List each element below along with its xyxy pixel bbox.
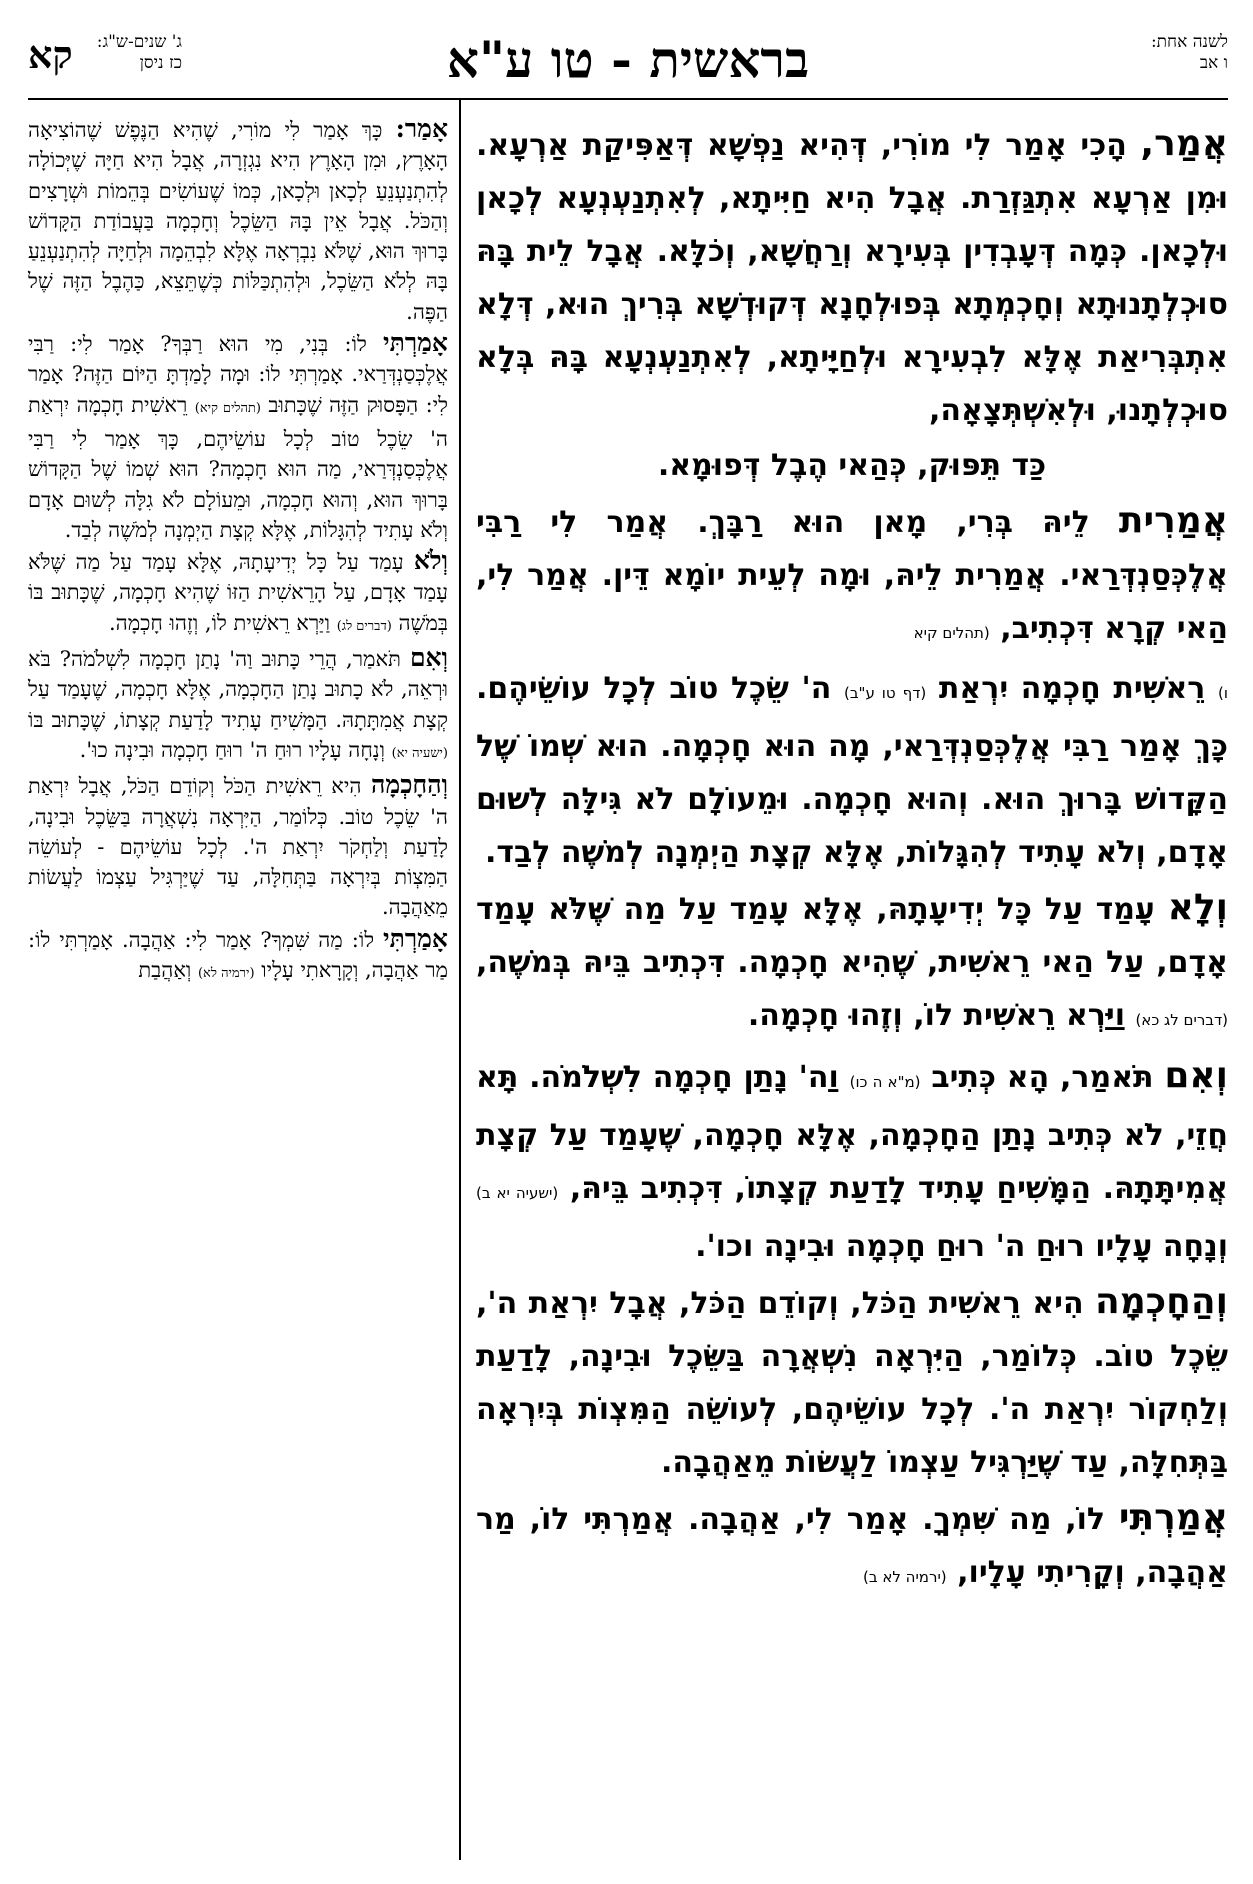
main-center-line: כַּד תֵּפּוּק, כְּהַאי הֶבֶל דְּפוּמָא. (657, 448, 1047, 483)
page (28, 22, 1228, 1862)
side-paragraph-text: וְהַחָכְמָה הִיא רֵאשִׁית הַכֹּל וְקוֹדֵם הַכֹּל, אֲבָל יִרְאַת ה' שֵׂכֶל טוֹב. כְּלוֹמַר, הַיִּרְאָה נִשְׁאֲרָה בַּשֵּׂכֶל וּבִינָה, לָדַעַת וְלַחְקֹר יִרְאַת ה'. לְכָל עוֹשֵׂיהֶם - לְעוֹשֵׂה הַמִּצְוֹת בְּיִרְאָה בַּתְּחִלָּה, עַד שֶׁיַּרְגִּיל עַצְמוֹ לַעֲשׂוֹת מֵאַהֲבָה. (28, 770, 448, 920)
main-paragraph (476, 494, 1228, 660)
verse-reference: (ירמיה לא) (197, 966, 255, 982)
header-left-line2: כז ניסן (139, 53, 183, 73)
translation-column (28, 114, 448, 990)
side-paragraph (28, 924, 448, 990)
header-left-block (28, 32, 182, 78)
main-paragraph (476, 1491, 1228, 1604)
side-paragraph (28, 328, 448, 545)
side-paragraph-text: וַיַּרְא רֵאשִׁית לוֹ, וְזֶהוּ חָכְמָה. (108, 610, 331, 635)
verse-reference: (ירמיה לא ב) (863, 1568, 947, 1586)
lead-word: וְאִם (1164, 1055, 1228, 1096)
lead-word: וְאִם (409, 643, 448, 673)
side-paragraph-text: וְלֹא עָמַד עַל כָּל יְדִיעָתָהּ, אֶלָּא עָמַד עַל מַה שֶּׁלֹּא עָמַד אָדָם, עַל הָרֵאשִׁית הַזּוֹ שֶׁהִיא חָכְמָה, שֶׁכָּתוּב בּוֹ בְּמֹשֶׁה (28, 546, 448, 635)
lead-word: אֲמַרִית (1118, 500, 1228, 541)
side-paragraph-text: וְנָחָה עָלָיו רוּחַ ה' רוּחַ חָכְמָה וּבִינָה כוּ'. (79, 737, 385, 762)
lead-word: אָמַר: (395, 114, 448, 143)
verse-reference: (תהלים קיא (913, 624, 990, 642)
lead-word: אָמַרְתִּי (383, 923, 448, 953)
main-paragraph (476, 1275, 1228, 1489)
main-paragraph-text: וְאִם תֹּאמַר, הָא כְּתִיב (931, 1055, 1228, 1096)
lead-word: וְהַחָכְמָה (1095, 1281, 1228, 1322)
main-paragraph-text: וַיַּרְא רֵאשִׁית לוֹ, וְזֶהוּ חָכְמָה. (747, 998, 1125, 1033)
main-paragraph-text: ה' שֵׂכֶל טוֹב לְכָל עוֹשֵׂיהֶם. כָּךְ אָמַר רַבִּי אֲלֶכְּסַנְדְּרַאי, מָה הוּא חָכְמָה. הוּא שְׁמוֹ שֶׁל הַקָּדוֹשׁ בָּרוּךְ הוּא. וְהוּא חָכְמָה. וּמֵעוֹלָם לֹא גִּילָּה לְשׁוּם אָדָם, וְלֹא עָתִיד לְהִגָּלוֹת, אֶלָּא קְצָת הַיְמְנָה לְמֹשֶׁה לְבַד. (476, 671, 1228, 870)
main-paragraph-text: אֲמַר, הָכִי אָמַר לִי מוֹרִי, דְּהִיא נַפְשָׁא דְּאַפִּיקַת אַרְעָא. וּמִן אַרְעָא אִתְגַּזְרַת. אֲבָל הִיא חַיִּיתָא, לְאִתְנַעְנְעָא לְכָאן וּלְכָאן. כְּמָה דְּעָבְדִין בְּעִירָא וְרַחֲשָׁא, וְכֹלָּא. אֲבָל לֵית בָּהּ סוּכְלְתָנוּתָא וְחָכְמְתָא בְּפוּלְחָנָא דְּקוּדְשָׁא בְּרִיךְ הוּא, דְּלָא אִתְבְּרִיאַת אֶלָּא לִבְעִירָא וּלְחַיָּיתָא, לְאִתְנַעְנְעָא בָּהּ בְּלָא סוּכְלְתָנוּ, וּלְאִשְׁתְּצָאָה, (476, 123, 1228, 428)
daf-reference: (דף טו ע"ב) (844, 684, 927, 702)
side-paragraph-text: וְאִם תֹּאמַר, הֲרֵי כָּתוּב וַה' נָתַן חָכְמָה לִשְׁלֹמֹה? בֹּא וּרְאֵה, לֹא כָתוּב נָתַן הַחָכְמָה, אֶלָּא חָכְמָה, שֶׁעָמַד עַל קְצָת אֲמִתָּתָהּ. הַמָּשִׁיחַ עָתִיד לָדַעַת קְצָתוֹ, שֶׁכָּתוּב בּוֹ (28, 643, 448, 732)
header-right-line2: ו אב (1199, 53, 1228, 73)
main-paragraph (476, 662, 1228, 879)
lead-word: אֲמַרְתִּי (1118, 1497, 1228, 1538)
lead-word: וְלֹא (413, 546, 448, 576)
header-left-line1: ג' שנים-ש"ג: (96, 32, 183, 52)
lead-word: וְהַחָכְמָה (371, 770, 448, 800)
main-text-column (476, 117, 1228, 1606)
verse-reference: (מ"א ה כו) (849, 1073, 921, 1091)
lead-word: אֲמַר, (1140, 123, 1228, 164)
lead-word: אָמַרְתִּי (383, 328, 448, 358)
side-paragraph (28, 546, 448, 642)
main-paragraph-text: וְנָחָה עָלָיו רוּחַ ה' רוּחַ חָכְמָה וּבִינָה וכו'. (695, 1229, 1228, 1264)
lead-word: וְלָא (1167, 887, 1228, 928)
side-paragraph-text: אָמַרְתִּי לוֹ: מַה שִּׁמְךָ? אָמַר לִי: אַהֲבָה. אָמַרְתִּי לוֹ: מַר אַהֲבָה, וְקָרָאתִי עָלָיו (28, 923, 448, 983)
verse-reference: (ישעיה יא ב) (476, 1184, 559, 1202)
main-paragraph-text: וְהַחָכְמָה הִיא רֵאשִׁית הַכֹּל, וְקוֹדֵם הַכֹּל, אֲבָל יִרְאַת ה', שֵׂכֶל טוֹב. כְּלוֹמַר, הַיִּרְאָה נִשְׁאֲרָה בַּשֵּׂכֶל וּבִינָה, לָדַעַת וְלַחְקוֹר יִרְאַת ה'. לְכָל עוֹשֵׂיהֶם, לְעוֹשֵׂה הַמִּצְוֹת בְּיִרְאָה בַּתְּחִלָּה, עַד שֶׁיַּרְגִּיל עַצְמוֹ לַעֲשׂוֹת מֵאַהֲבָה. (476, 1281, 1228, 1480)
side-paragraph-text: רֵאשִׁית חָכְמָה יִרְאַת ה' שֵׂכֶל טוֹב לְכָל עוֹשֵׂיהֶם, כָּךְ אָמַר לִי רַבִּי אֲלֶכְּסַנְדְּרַאי, מַה הוּא חָכְמָה? הוּא שְׁמוֹ שֶׁל הַקָּדוֹשׁ בָּרוּךְ הוּא, וְהוּא חָכְמָה, וּמֵעוֹלָם לֹא גִלָּה לְשׁוּם אָדָם וְלֹא עָתִיד לְהִגָּלוֹת, אֶלָּא קְצָת הַיְמְנָה לְמֹשֶׁה לְבַד. (28, 392, 448, 542)
main-paragraph-text: וַה' נָתַן חָכְמָה לִשְׁלֹמֹה. תָּא חֲזֵי, לֹא כְּתִיב נָתַן הַחָכְמָה, אֶלָּא חָכְמָה, שֶׁעָמַד עַל קְצָת אֲמִיתָּתָהּ. הַמָּשִׁיחַ עָתִיד לָדַעַת קְצָתוֹ, דִּכְתִיב בֵּיהּ, (476, 1060, 1228, 1206)
verse-reference: (דברים לג) (336, 618, 392, 634)
side-paragraph-text: אָמַר: כָּךְ אָמַר לִי מוֹרִי, שֶׁהִיא הַנֶּפֶשׁ שֶׁהוֹצִיאָה הָאָרֶץ, וּמִן הָאָרֶץ הִיא נִגְזְרָה, אֲבָל הִיא חַיָּה שֶׁיְּכוֹלָה לְהִתְנַעְנֵעַ לְכָאן וּלְכָאן, כְּמוֹ שֶׁעוֹשִׂים בְּהֵמוֹת וּשְׁרָצִים וְהַכֹּל. אֲבָל אֵין בָּהּ הַשֵּׂכֶל וְחָכְמָה בַּעֲבוֹדַת הַקָּדוֹשׁ בָּרוּךְ הוּא, שֶׁלֹּא נִבְרְאָה אֶלָּא לִבְהֵמָה וּלְחַיָּה לְהִתְנַעְנֵעַ בָּהּ לְלֹא הַשֵּׂכֶל, וּלְהִתְכַּלּוֹת כְּשֶׁתֵּצֵא, כַּהֶבֶל הַזֶּה שֶׁל הַפֶּה. (28, 114, 448, 324)
page-number: קא (28, 32, 73, 77)
side-paragraph (28, 114, 448, 327)
column-divider (459, 100, 461, 1860)
header-schedule-three-year (97, 32, 182, 74)
side-paragraph (28, 770, 448, 922)
main-paragraph-text: וְלָא עָמַד עַל כָּל יְדִיעָתָהּ, אֶלָּא עָמַד עַל מַה שֶּׁלֹּא עָמַד אָדָם, עַל הַאי רֵאשִׁית, שֶׁהִיא חָכְמָה. דִּכְתִיב בֵּיהּ בְּמֹשֶׁה, (476, 887, 1228, 980)
note-marker: ו) (1218, 684, 1228, 702)
verse-reference: (דברים לג כא) (1135, 1011, 1228, 1029)
page-title: בראשית - טו ע"א (446, 30, 810, 89)
verse-reference: (תהלים קיא) (194, 400, 261, 416)
main-paragraph (476, 1049, 1228, 1273)
side-paragraph-text: וְאַהֲבַת (138, 958, 192, 983)
side-paragraph-text: אָמַרְתִּי לוֹ: בְּנִי, מִי הוּא רַבְּךָ? אָמַר לִי: רַבִּי אֲלֶכְּסַנְדְּרַאי. אָמַרְתִּי לוֹ: וּמָה לָמַדְתָּ הַיּוֹם הַזֶּה? אָמַר לִי: הַפָּסוּק הַזֶּה שֶׁכָּתוּב (28, 328, 448, 417)
main-paragraph-text: אֲמַרִית לֵיהּ בְּרִי, מָאן הוּא רַבָּךְ. אֲמַר לִי רַבִּי אֲלֶכְּסַנְדְּרַאי. אֲמַרִית לֵיהּ, וּמָה לְעֵית יוֹמָא דֵּין. אֲמַר לִי, הַאי קְרָא דִּכְתִיב, (476, 500, 1228, 646)
main-paragraph (476, 117, 1228, 437)
main-paragraph-text: רֵאשִׁית חָכְמָה יִרְאַת (938, 671, 1206, 706)
verse-reference: (ישעיה יא) (391, 745, 448, 761)
main-paragraph (476, 881, 1228, 1047)
header-divider (28, 98, 1228, 100)
side-paragraph (28, 643, 448, 769)
header-right-line1: לשנה אחת: (1150, 32, 1228, 52)
main-paragraph-text: אֲמַרְתִּי לוֹ, מַה שִּׁמְךָ. אָמַר לִי, אַהֲבָה. אֲמַרְתִּי לוֹ, מַר אַהֲבָה, וְקָרִיתִי עָלָיו, (476, 1497, 1228, 1590)
